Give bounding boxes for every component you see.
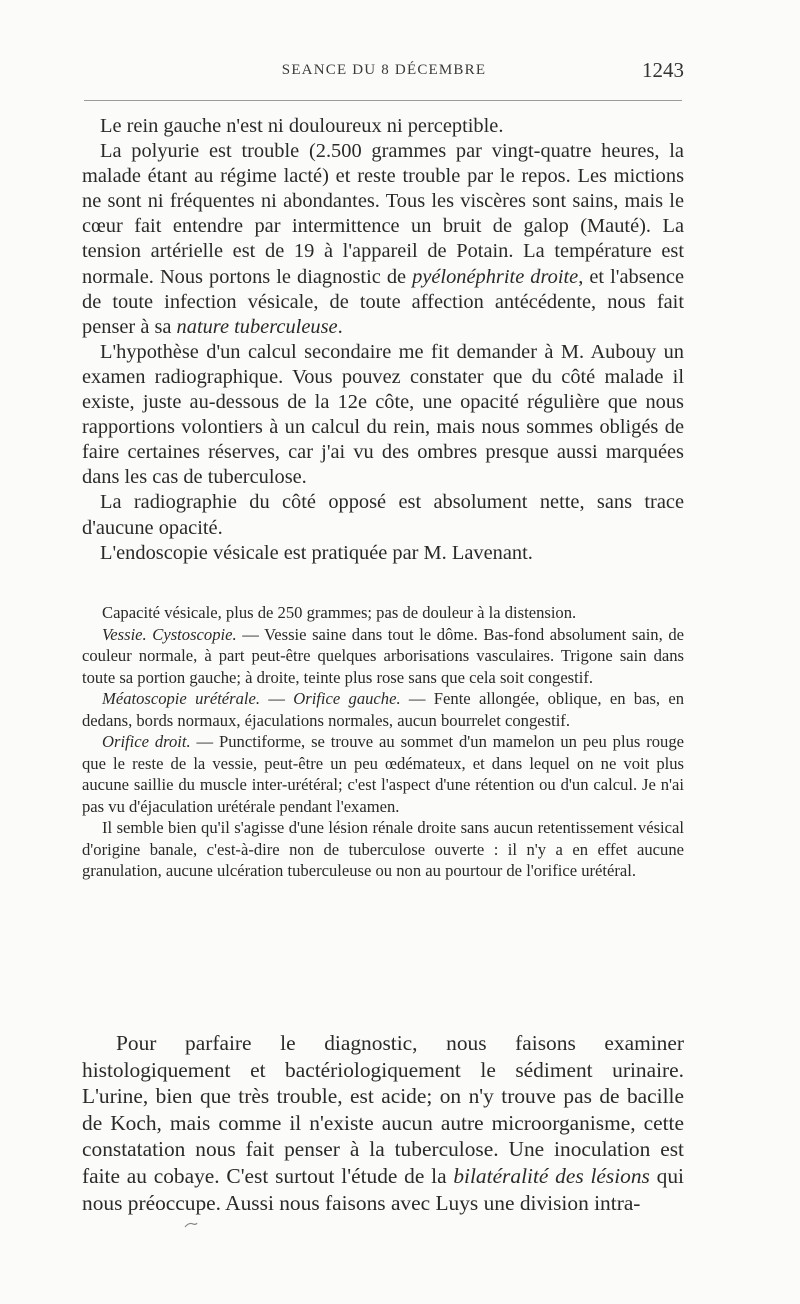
paragraph-conclusion: Il semble bien qu'il s'agisse d'une lésion rénale droite sans aucun retentissement vésical d'origine banale, c'est-à-dire non de tuberculose ouverte : il n'y a en effet aucune granulation, aucune ulcération tuberculeuse ou non au pourtour de l'orifice urétéral. <box>82 818 684 880</box>
diagnosis-text-b: , et l'absence de toute infection vésicale, de toute affection antécédente, nous fait penser à sa <box>82 265 685 338</box>
paragraph-diagnosis <box>82 139 684 340</box>
left-orifice-text: — Fente allongée, oblique, en bas, en dedans, bords normaux, éjaculations normales, aucun bourrelet congestif. <box>82 689 685 730</box>
small-print-block <box>82 602 684 882</box>
page-number: 1243 <box>642 58 684 82</box>
diagnosis-text-c: . <box>337 315 343 338</box>
paragraph-right-orifice <box>82 731 684 817</box>
meatoscopy-heading: Méatoscopie urétérale. <box>102 689 261 708</box>
paragraph-radiography-opposite: La radiographie du côté opposé est absolument nette, sans trace d'aucune opacité. <box>82 491 684 539</box>
paragraph-radiography-hypothesis: L'hypothèse d'un calcul secondaire me fit demander à M. Aubouy un examen radiographique. Vous pouvez constater que du côté malade il existe, juste au-dessous de la 12e côte, une opacité régulière que nous rapportions volontiers à un calcul du rein, mais nous sommes obligés de faire certaines réserves, car j'ai vu des ombres presque aussi marquées dans les cas de tuberculose. <box>82 340 684 489</box>
meatoscopy-dash: — <box>260 689 294 708</box>
cystoscopy-text: — Vessie saine dans tout le dôme. Bas-fond absolument sain, de couleur normale, à part peut-être quelques arborisations vasculaires. Trigone sain dans toute sa portion gauche; à droite, teinte plus rose sans que cela soit congestif. <box>82 624 684 687</box>
paragraph-endoscopy: L'endoscopie vésicale est pratiquée par M. Lavenant. <box>100 541 533 564</box>
page-header <box>84 58 684 88</box>
bacteriology-text-b: qui nous préoccupe. Aussi nous faisons avec Luys une division intra- <box>82 1163 684 1215</box>
main-text-block <box>82 114 684 566</box>
diagnosis-term: pyélonéphrite droite <box>412 265 579 288</box>
paragraph-bacteriology <box>82 1030 684 1216</box>
running-head: SEANCE DU 8 DÉCEMBRE <box>281 62 487 78</box>
paragraph-capacity: Capacité vésicale, plus de 250 grammes; pas de douleur à la distension. <box>102 603 577 622</box>
right-orifice-text: — Punctiforme, se trouve au sommet d'un mamelon un peu plus rouge que le reste de la vessie, peut-être un peu œdémateux, et dans lequel on ne voit plus aucune saillie du muscle inter-urétéral; c'est l'aspect d'une rétention ou d'un calcul. Je n'ai pas vu d'éjaculation urétérale pendant l'examen. <box>82 732 684 816</box>
diagnosis-nature: nature tuberculeuse <box>176 315 338 338</box>
cystoscopy-heading: Vessie. Cystoscopie. <box>102 624 237 644</box>
left-orifice-heading: Orifice gauche. <box>293 689 401 708</box>
bacteriology-text-a: Pour parfaire le diagnostic, nous faisons examiner histologiquement et bactériologiquement le sédiment urinaire. L'urine, bien que très trouble, est acide; on n'y trouve pas de bacille de Koch, mais comme il n'existe aucun autre microorganisme, cette constatation nous fait penser à la tuberculose. Une inoculation est faite au cobaye. C'est surtout l'étude de la <box>82 1031 684 1188</box>
large-print-block <box>82 1030 684 1216</box>
right-orifice-heading: Orifice droit. <box>102 732 191 751</box>
paragraph-meatoscopy <box>82 688 684 731</box>
diagnosis-text-a: La polyurie est trouble (2.500 grammes par vingt-quatre heures, la malade étant au régime lacté) et reste trouble par le repos. Les mictions ne sont ni fréquentes ni abondantes. Tous les viscères sont sains, mais le cœur fait entendre par intermittence un bruit de galop (Mauté). La tension artérielle est de 19 à l'appareil de Potain. La température est normale. Nous portons le diagnostic de <box>82 140 684 288</box>
header-rule <box>84 100 682 101</box>
print-blemish <box>184 1218 198 1226</box>
paragraph-left-kidney: Le rein gauche n'est ni douloureux ni perceptible. <box>100 115 504 137</box>
paragraph-cystoscopy <box>82 624 684 689</box>
bilaterality-term: bilatéralité des lésions <box>453 1163 650 1188</box>
